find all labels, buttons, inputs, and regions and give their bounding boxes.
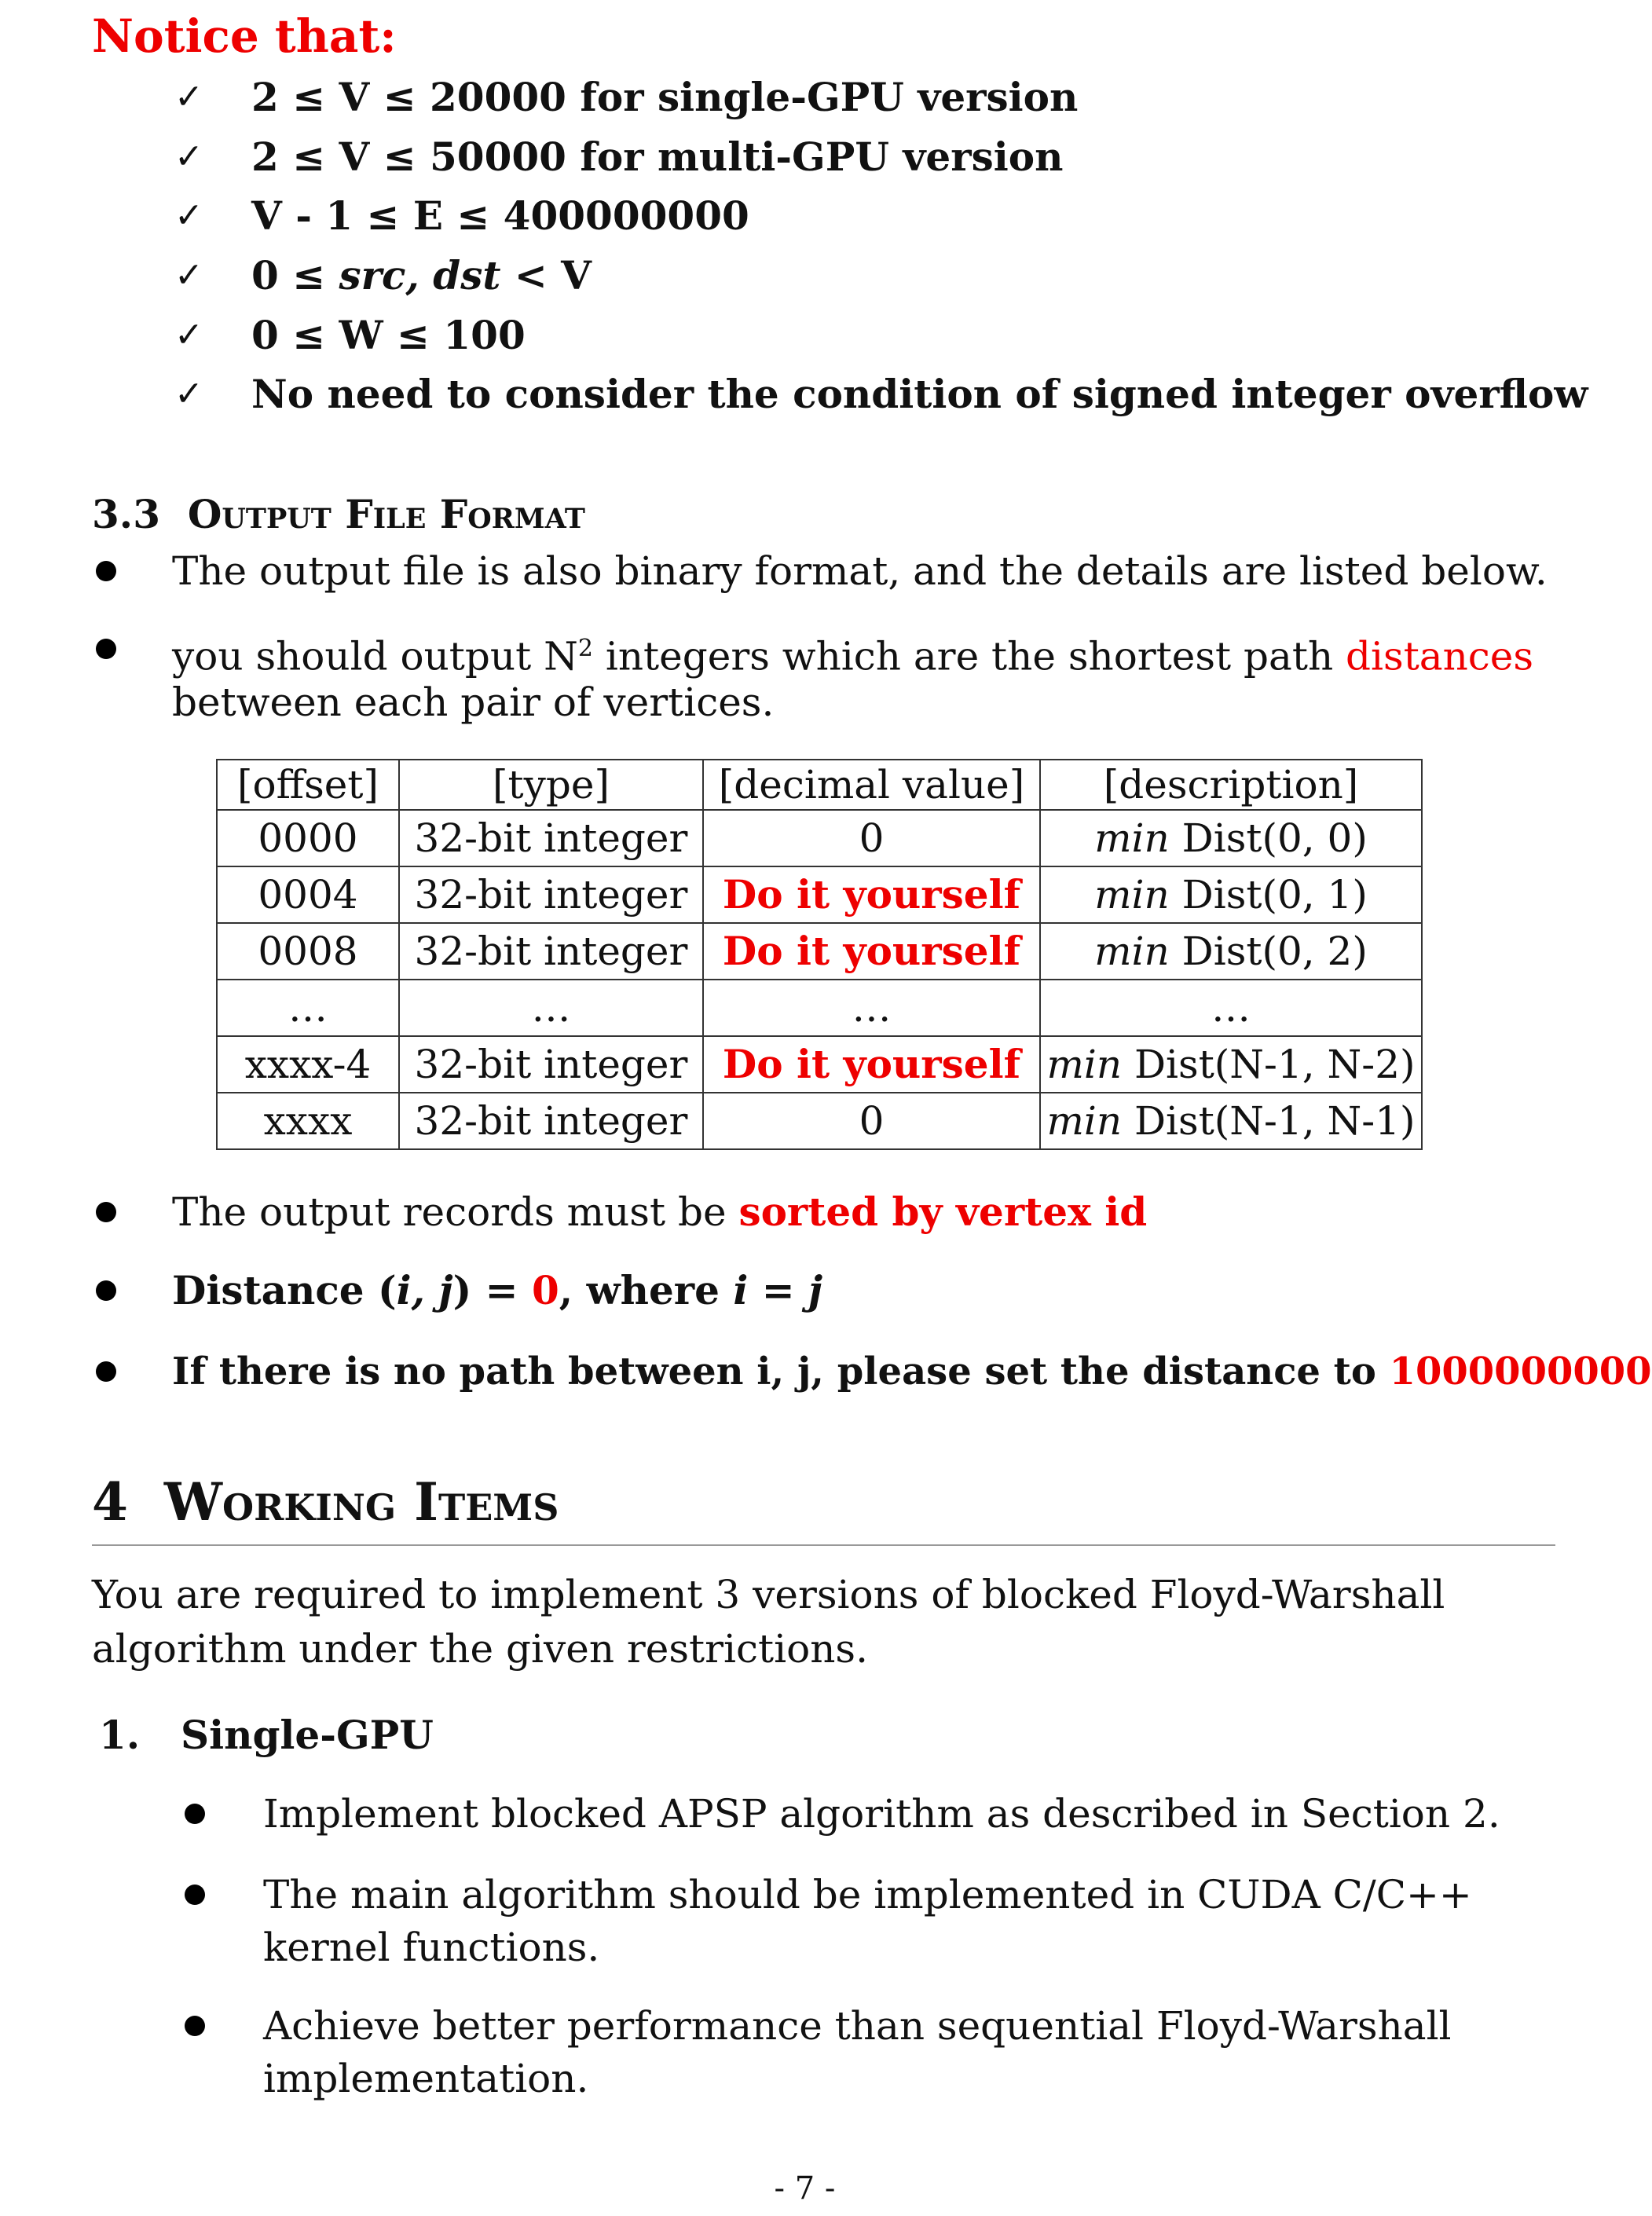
text: The output records must be: [172, 1189, 739, 1235]
notice-item: 0 ≤ W ≤ 100: [251, 312, 526, 358]
sub-bullet-text: Achieve better performance than sequential Floyd-Warshall: [263, 2003, 1452, 2049]
table-header-row: [217, 760, 1422, 810]
bullet-icon: [96, 1202, 116, 1222]
text: Dist(0, 2): [1169, 929, 1368, 974]
bullet-text: [172, 1345, 1652, 1398]
notice-item: No need to consider the condition of signed integer overflow: [251, 371, 1588, 417]
output-format-table: [216, 759, 1423, 1150]
section-title: Output File Format: [187, 491, 585, 537]
paragraph: algorithm under the given restrictions.: [92, 1626, 868, 1672]
bullet-text: [172, 1264, 822, 1317]
cell-description: [1040, 866, 1422, 923]
check-icon: ✓: [174, 196, 203, 236]
sub-bullet-text: implementation.: [263, 2056, 589, 2101]
sub-bullet-text: Implement blocked APSP algorithm as described in Section 2.: [263, 1791, 1500, 1837]
superscript: 2: [577, 635, 593, 662]
cell-type: 32-bit integer: [399, 1036, 703, 1093]
divider: [92, 1544, 1555, 1546]
bullet-icon: [96, 1280, 116, 1301]
item-title: Single-GPU: [181, 1712, 434, 1758]
paragraph: You are required to implement 3 versions of blocked Floyd-Warshall: [92, 1572, 1445, 1617]
notice-item: 2 ≤ V ≤ 50000 for multi-GPU version: [251, 134, 1064, 180]
item-number: 1.: [99, 1712, 141, 1758]
text-italic: src, dst: [339, 252, 501, 299]
notice-item: [251, 249, 592, 302]
section-heading-4: [92, 1467, 559, 1537]
cell-type: 32-bit integer: [399, 810, 703, 866]
check-icon: ✓: [174, 255, 203, 295]
table-row: [217, 866, 1422, 923]
text: ) =: [452, 1267, 532, 1313]
cell-description: [1040, 923, 1422, 980]
text: Dist(N-1, N-1): [1122, 1098, 1416, 1144]
table-row: [217, 980, 1422, 1036]
text-italic: min: [1094, 815, 1170, 861]
text: integers which are the shortest path: [592, 633, 1346, 679]
bullet-icon: [185, 2016, 205, 2036]
cell-type: …: [399, 980, 703, 1036]
table-row: [217, 810, 1422, 866]
text: Dist(N-1, N-2): [1122, 1042, 1416, 1087]
section-title: Working Items: [163, 1471, 559, 1533]
cell-offset: …: [217, 980, 399, 1036]
highlight: 1000000000: [1389, 1350, 1652, 1394]
header-type: [type]: [399, 760, 703, 810]
cell-value: Do it yourself: [703, 866, 1040, 923]
cell-type: 32-bit integer: [399, 1093, 703, 1149]
check-icon: ✓: [174, 137, 203, 177]
highlight: distances: [1346, 633, 1534, 679]
cell-type: 32-bit integer: [399, 923, 703, 980]
check-icon: ✓: [174, 77, 203, 117]
text: , where: [559, 1267, 734, 1313]
cell-value: 0: [703, 1093, 1040, 1149]
cell-offset: xxxx-4: [217, 1036, 399, 1093]
section-number: 3.3: [92, 491, 160, 537]
text-italic: min: [1094, 872, 1170, 918]
cell-offset: 0008: [217, 923, 399, 980]
cell-description: [1040, 1036, 1422, 1093]
section-heading-3-3: [92, 488, 585, 541]
cell-description: [1040, 980, 1422, 1036]
text: …: [1211, 985, 1251, 1031]
header-offset: [offset]: [217, 760, 399, 810]
cell-value: Do it yourself: [703, 1036, 1040, 1093]
text: Distance (: [172, 1267, 397, 1313]
text: < V: [500, 252, 592, 299]
section-number: 4: [92, 1471, 128, 1533]
bullet-icon: [96, 1361, 116, 1382]
cell-value: Do it yourself: [703, 923, 1040, 980]
text: 0 ≤: [251, 252, 339, 299]
header-description: [description]: [1040, 760, 1422, 810]
bullet-icon: [185, 1885, 205, 1905]
text-italic: min: [1094, 929, 1170, 974]
text-italic: i, j: [396, 1267, 453, 1313]
check-icon: ✓: [174, 374, 203, 414]
cell-type: 32-bit integer: [399, 866, 703, 923]
text: Dist(0, 1): [1169, 872, 1368, 918]
text-italic: i = j: [733, 1267, 823, 1313]
bullet-icon: [96, 639, 116, 659]
highlight: 0: [531, 1267, 559, 1313]
text-italic: min: [1046, 1098, 1123, 1144]
text: you should output N: [172, 633, 578, 679]
cell-offset: xxxx: [217, 1093, 399, 1149]
table-row: [217, 1036, 1422, 1093]
bullet-text-cont: between each pair of vertices.: [172, 679, 775, 725]
bullet-text: The output file is also binary format, and the details are listed below.: [172, 548, 1548, 594]
sub-bullet-text: The main algorithm should be implemented in CUDA C/C++: [263, 1872, 1472, 1917]
cell-offset: 0000: [217, 810, 399, 866]
text-italic: min: [1046, 1042, 1123, 1087]
bullet-icon: [96, 561, 116, 581]
table-row: [217, 1093, 1422, 1149]
text: If there is no path between i, j, please set the distance to: [172, 1350, 1390, 1394]
cell-description: [1040, 1093, 1422, 1149]
cell-description: [1040, 810, 1422, 866]
table-row: [217, 923, 1422, 980]
text: Dist(0, 0): [1169, 815, 1368, 861]
notice-title: Notice that:: [92, 9, 397, 63]
bullet-icon: [185, 1804, 205, 1824]
notice-item: V - 1 ≤ E ≤ 400000000: [251, 192, 749, 239]
cell-value: …: [703, 980, 1040, 1036]
bullet-text: [172, 1185, 1147, 1239]
sub-bullet-text: kernel functions.: [263, 1925, 600, 1970]
bullet-text: [172, 622, 1533, 683]
header-value: [decimal value]: [703, 760, 1040, 810]
highlight: sorted by vertex id: [738, 1189, 1148, 1235]
cell-offset: 0004: [217, 866, 399, 923]
check-icon: ✓: [174, 315, 203, 355]
page-number: - 7 -: [774, 2170, 836, 2207]
notice-item: 2 ≤ V ≤ 20000 for single-GPU version: [251, 74, 1079, 120]
cell-value: 0: [703, 810, 1040, 866]
